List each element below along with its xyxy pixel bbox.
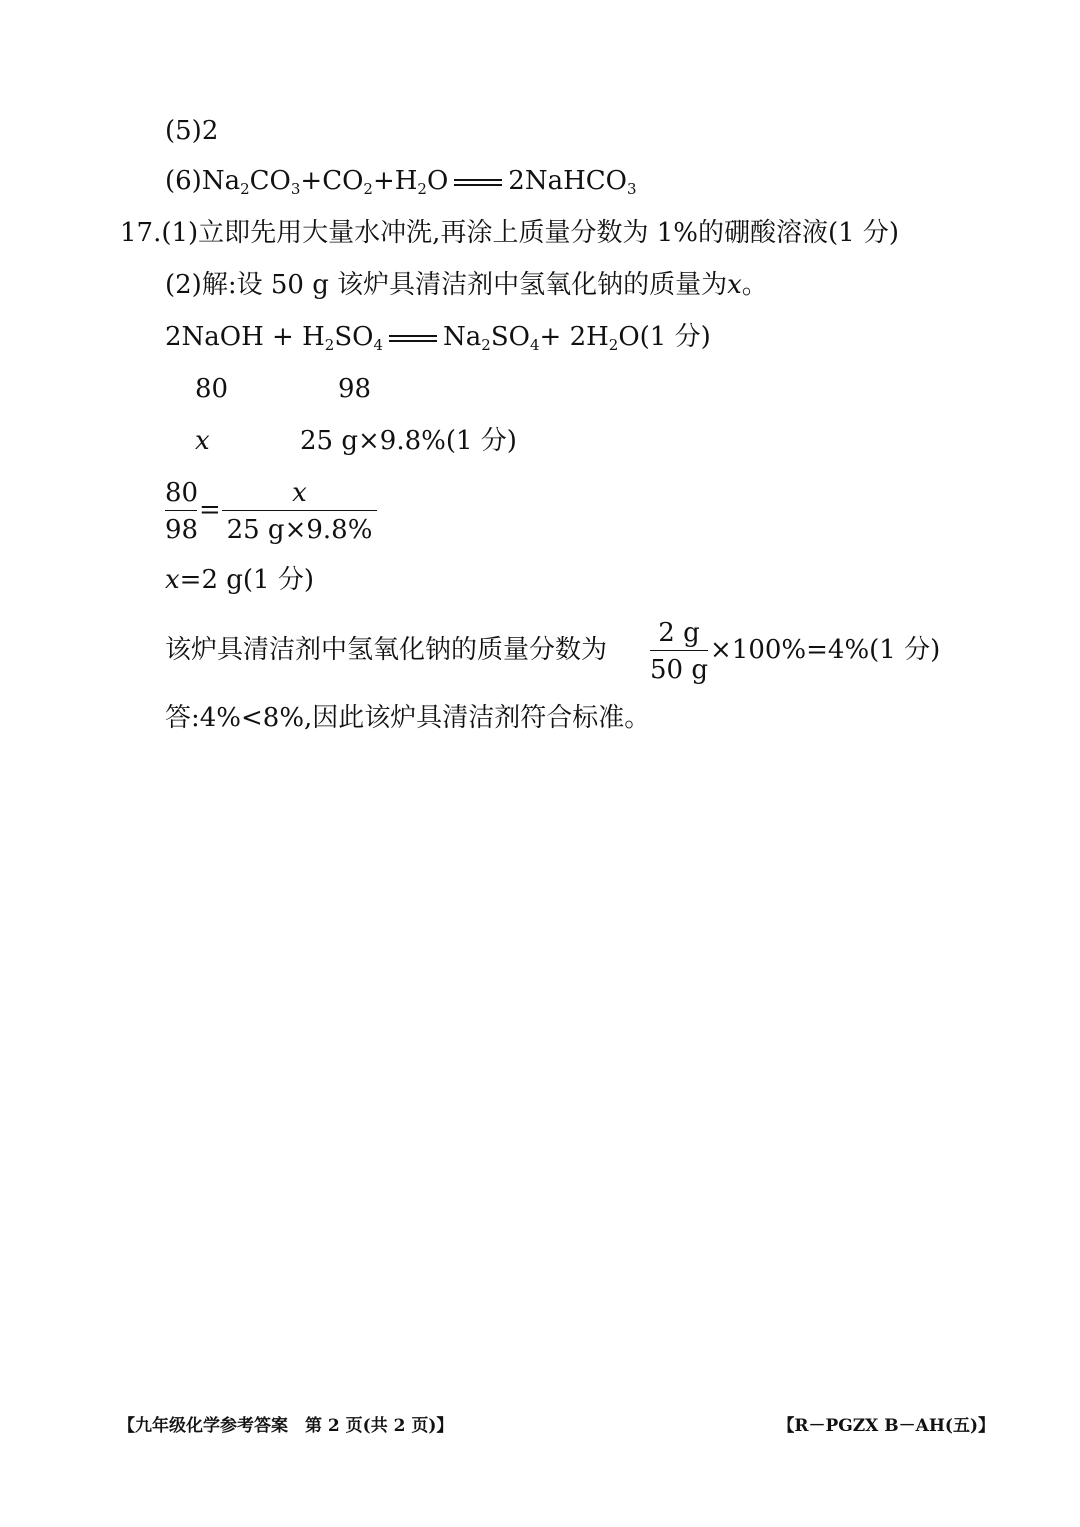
reaction-equals-sign bbox=[389, 335, 437, 342]
result-x-rest: =2 g(1 分) bbox=[179, 565, 315, 595]
eq6-sub1: 2 bbox=[240, 180, 250, 198]
eq17-t1: 2NaOH + H bbox=[165, 322, 325, 352]
eq6-sub2: 3 bbox=[290, 180, 301, 198]
mass-row1-right: 98 bbox=[338, 374, 372, 404]
eq17-s2: 4 bbox=[373, 336, 384, 354]
answer-6-equation bbox=[165, 166, 637, 198]
mass-row2-left bbox=[195, 428, 210, 454]
q17-part1: 17.(1)立即先用大量水冲洗,再涂上质量分数为 1%的硼酸溶液(1 分) bbox=[120, 218, 900, 248]
eq6-t2: +CO bbox=[300, 166, 364, 196]
eq6-t3: +H bbox=[372, 166, 418, 196]
eq17-t6: O(1 分) bbox=[618, 322, 711, 352]
mass-fraction-rest: ×100%=4%(1 分) bbox=[710, 635, 941, 665]
mass-fraction-text: 该炉具清洁剂中氢氧化钠的质量分数为 bbox=[165, 635, 608, 665]
ratio-left-num: 80 bbox=[165, 480, 197, 511]
footer-right: 【R－PGZX B－AH(五)】 bbox=[777, 1416, 995, 1436]
ratio-left-fraction bbox=[165, 480, 197, 543]
variable-x: x bbox=[727, 270, 742, 300]
eq17-s4: 4 bbox=[529, 336, 540, 354]
eq17-t3: Na bbox=[443, 322, 482, 352]
mass-row1-left: 80 bbox=[195, 374, 229, 404]
mass-fraction-den: 50 g bbox=[650, 655, 708, 685]
eq6-t4: O bbox=[426, 166, 449, 196]
ratio-left-den: 98 bbox=[165, 515, 199, 545]
result-x bbox=[165, 567, 314, 593]
variable-x: x bbox=[195, 426, 210, 456]
eq6-sub4: 2 bbox=[417, 180, 427, 198]
eq17-s3: 2 bbox=[481, 336, 491, 354]
eq6-t5: 2NaHCO bbox=[508, 166, 627, 196]
footer-left: 【九年级化学参考答案 第 2 页(共 2 页)】 bbox=[118, 1416, 454, 1436]
mass-fraction-num: 2 g bbox=[650, 620, 708, 651]
mass-row2-right: 25 g×9.8%(1 分) bbox=[300, 426, 517, 456]
answer-5: (5)2 bbox=[165, 116, 219, 146]
ratio-right-fraction bbox=[222, 480, 377, 543]
variable-x: x bbox=[292, 478, 307, 508]
eq17-t2: SO bbox=[334, 322, 374, 352]
reaction-equals-sign bbox=[454, 179, 502, 186]
conclusion: 答:4%<8%,因此该炉具清洁剂符合标准。 bbox=[165, 703, 651, 733]
eq17-s1: 2 bbox=[324, 336, 335, 354]
eq6-prefix: (6)Na bbox=[165, 166, 241, 196]
mass-fraction bbox=[650, 620, 708, 683]
eq17-t5: + 2H bbox=[539, 322, 609, 352]
q17-part2-intro bbox=[165, 272, 768, 298]
ratio-right-den: 25 g×9.8% bbox=[226, 515, 373, 545]
naoh-h2so4-equation bbox=[165, 322, 711, 354]
eq17-s5: 2 bbox=[608, 336, 619, 354]
ratio-right-num bbox=[222, 480, 377, 511]
variable-x: x bbox=[165, 565, 180, 595]
ratio-equals: = bbox=[199, 495, 221, 525]
eq17-t4: SO bbox=[490, 322, 530, 352]
part2-intro-text: (2)解:设 50 g 该炉具清洁剂中氢氧化钠的质量为 bbox=[165, 270, 728, 300]
part2-period: 。 bbox=[741, 270, 768, 300]
eq6-t1: CO bbox=[249, 166, 291, 196]
eq6-sub5: 3 bbox=[626, 180, 637, 198]
eq6-sub3: 2 bbox=[363, 180, 373, 198]
